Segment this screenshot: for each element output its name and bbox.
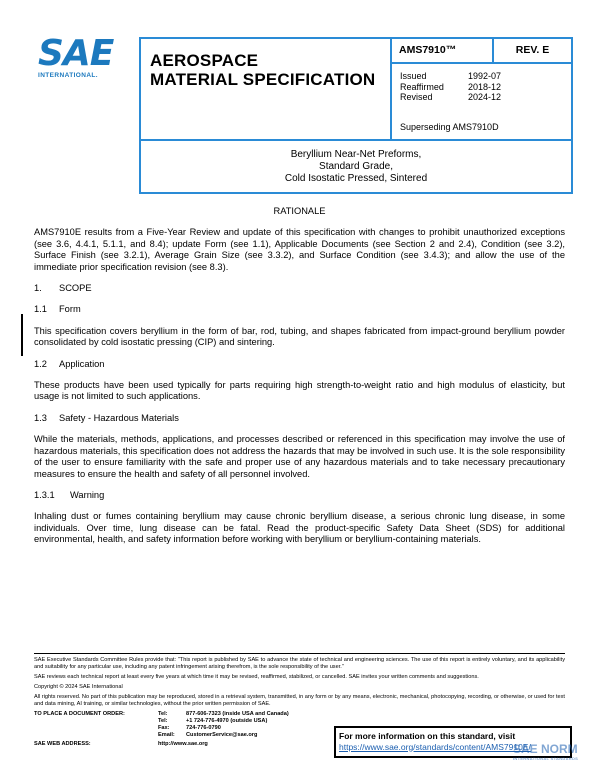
contact-row — [158, 718, 289, 725]
subject-cell — [141, 139, 571, 192]
copyright-text: Copyright © 2024 SAE International — [34, 684, 123, 690]
rationale-heading: RATIONALE — [273, 206, 326, 216]
section-1-2-text: These products have been used typically for parts requiring high strength-to-weight ratio and high modulus of elasticity, but usage is not limited to such applications. — [34, 380, 565, 402]
section-title: SCOPE — [59, 283, 92, 294]
web-label: SAE WEB ADDRESS: — [34, 741, 91, 747]
date-label: Issued — [400, 71, 427, 81]
section-1-1-heading — [34, 304, 565, 315]
section-number: 1. — [34, 283, 42, 294]
date-label: Revised — [400, 92, 433, 102]
date-label: Reaffirmed — [400, 81, 444, 92]
date-value: 2024-12 — [468, 92, 502, 102]
section-number: 1.3.1 — [34, 489, 55, 500]
contact-key: Fax: — [158, 725, 170, 731]
section-1-3-heading — [34, 413, 565, 424]
contact-row — [158, 732, 289, 739]
contact-row — [158, 711, 289, 718]
subject-line-3: Cold Isostatic Pressed, Sintered — [284, 173, 428, 184]
section-1-1-text: This specification covers beryllium in the form of bar, rod, tubing, and shapes fabricated from impact-ground beryllium powder consolidated by cold isostatic pressing (CIP) and sintering. — [34, 325, 565, 348]
contact-key: Tel: — [158, 718, 168, 724]
watermark-subtext: INTERNATIONAL STANDARDS — [513, 756, 579, 761]
section-number: 1.1 — [34, 304, 47, 315]
contact-email-link[interactable]: CustomerService@sae.org — [186, 732, 258, 738]
order-label: TO PLACE A DOCUMENT ORDER: — [34, 711, 125, 717]
contact-key: Tel: — [158, 711, 168, 717]
date-row-reaffirmed — [400, 82, 560, 93]
superseding-note: Superseding AMS7910D — [400, 122, 499, 132]
logo-subtitle: INTERNATIONAL. — [38, 72, 99, 79]
contact-value[interactable]: +1 724-776-4970 (outside USA) — [186, 718, 268, 724]
subject-line-2: Standard Grade, — [319, 161, 393, 172]
contact-row — [158, 725, 289, 732]
section-1-2-heading — [34, 359, 565, 370]
rationale-text: AMS7910E results from a Five-Year Review and update of this specification with changes to prohibit unauthorized exceptions (see 3.6, 4.4.1, 5.1.1, and 8.4); update Form (see 1.1), Applicable Documents (see Section 2 and 2.4), Condition (see 3.2), Surface Finish (see 3.2.1), Average Grain Size (see 3.3.2), and Surface Condition (see 3.4.3); and allow the use of the immediate prior specification revision (see 8.3). — [34, 227, 565, 272]
contact-value[interactable]: 724-776-0790 — [186, 725, 221, 731]
section-1-heading — [34, 283, 565, 294]
contact-key: Email: — [158, 732, 175, 738]
section-number: 1.3 — [34, 412, 47, 423]
title-line-2: MATERIAL SPECIFICATION — [150, 70, 376, 89]
date-value: 2018-12 — [468, 81, 502, 92]
watermark-text: SAE NORM — [513, 742, 578, 756]
spec-header-box — [139, 37, 573, 194]
date-value: 1992-07 — [468, 71, 502, 81]
review-text: SAE reviews each technical report at least every five years at which time it may be revised, reaffirmed, stabilized, or cancelled. SAE invites your written comments and suggestions. — [34, 674, 479, 680]
title-line-1: AEROSPACE — [150, 51, 259, 70]
logo-mark: SAE — [38, 33, 114, 74]
section-title: Warning — [70, 489, 105, 500]
subject-line-1: Beryllium Near-Net Preforms, — [290, 149, 422, 160]
rights-text: All rights reserved. No part of this publication may be reproduced, stored in a retrieval system, transmitted, in any form or by any means, electronic, mechanical, photocopying, recording, or otherwise, or used for text and data mining, AI training, or similar technologies, without the prior written permission of SAE. — [34, 694, 565, 707]
title-cell — [141, 39, 392, 139]
section-1-3-1-heading — [34, 490, 565, 501]
standard-url-link[interactable]: https://www.sae.org/standards/content/AMS7910E/ — [339, 741, 531, 752]
web-address-link[interactable]: http://www.sae.org — [158, 741, 208, 747]
revision-label: REV. E — [494, 39, 571, 64]
watermark — [513, 742, 600, 774]
sae-logo — [38, 33, 120, 84]
contact-value[interactable]: 877-606-7323 (inside USA and Canada) — [186, 711, 289, 717]
section-1-3-text: While the materials, methods, applications, and processes described or referenced in this specification may involve the use of hazardous materials, this specification does not address the hazards that may be involved in such use. It is the sole responsibility of the user to ensure familiarity with the safe and proper use of any hazardous materials and to take necessary precautionary measures to ensure the health and safety of all personnel involved. — [34, 434, 565, 479]
rules-text: SAE Executive Standards Committee Rules provide that: “This report is published by SAE to advance the state of technical and engineering sciences. The use of this report is entirely voluntary, and its applicability and suitability for any particular use, including any patent infringement arising therefrom, is the sole responsibility of the user.” — [34, 657, 565, 670]
date-table — [400, 71, 560, 103]
more-info-title: For more information on this standard, visit — [339, 731, 516, 741]
section-title: Application — [59, 358, 105, 369]
doc-number: AMS7910™ — [392, 39, 494, 64]
section-number: 1.2 — [34, 358, 47, 369]
date-row-revised — [400, 92, 560, 103]
date-row-issued — [400, 71, 560, 82]
section-title: Safety - Hazardous Materials — [59, 412, 179, 423]
contact-list — [158, 711, 289, 739]
document-body — [34, 206, 565, 556]
section-1-3-1-text: Inhaling dust or fumes containing beryllium may cause chronic beryllium disease, a serious chronic lung disease, in some individuals. Over time, lung disease can be fatal. Read the product-specific Safety Data Sheet (SDS) for additional environmental, health, and safety information before working with beryllium or beryllium-containing materials. — [34, 511, 565, 545]
revision-change-bar — [21, 314, 23, 356]
spec-title — [150, 51, 375, 89]
section-title: Form — [59, 304, 81, 315]
